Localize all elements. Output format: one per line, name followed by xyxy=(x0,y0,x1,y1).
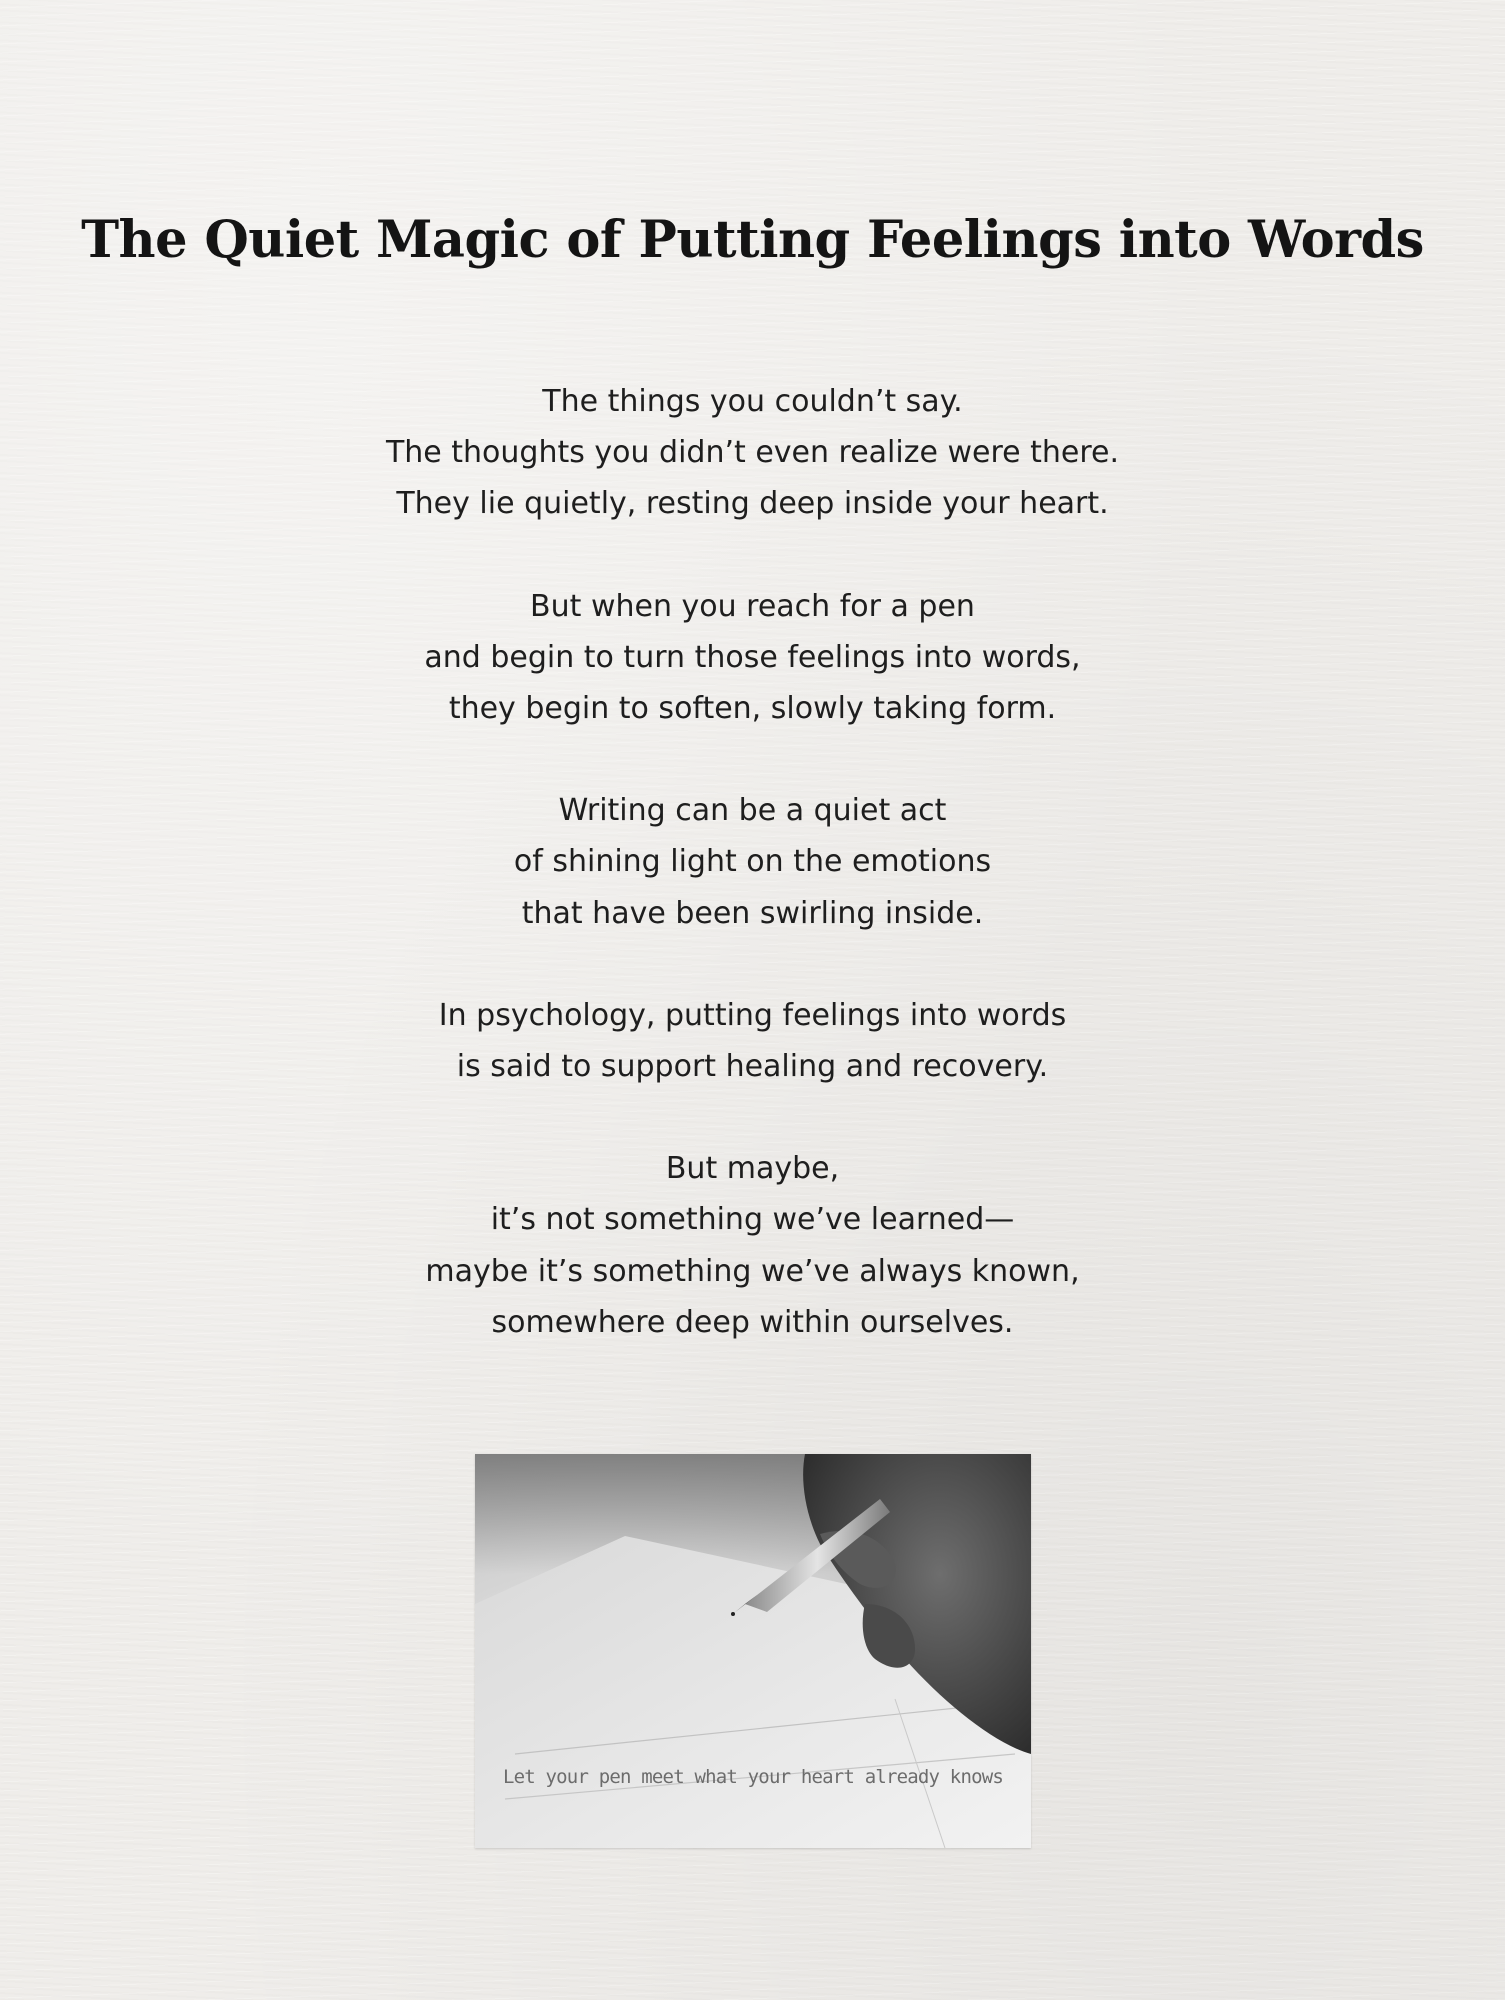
poem-line: is said to support healing and recovery. xyxy=(456,1049,1049,1085)
poem-line: maybe it’s something we’ve always known, xyxy=(425,1253,1080,1289)
stanza xyxy=(0,581,1505,735)
poem-line: somewhere deep within ourselves. xyxy=(491,1304,1014,1340)
poem-line: Writing can be a quiet act xyxy=(558,793,947,829)
poem-line: and begin to turn those feelings into words, xyxy=(424,639,1081,675)
poem-line: of shining light on the emotions xyxy=(513,844,992,880)
poem-line: The things you couldn’t say. xyxy=(542,384,963,419)
writing-photo xyxy=(475,1454,1031,1848)
poem-line: it’s not something we’ve learned— xyxy=(490,1202,1015,1238)
poem-line: But maybe, xyxy=(665,1151,840,1187)
poem-line: In psychology, putting feelings into words xyxy=(438,997,1067,1033)
page-title: The Quiet Magic of Putting Feelings into Words xyxy=(81,210,1424,270)
stanza xyxy=(0,376,1505,530)
stanza xyxy=(0,1143,1505,1348)
photo-caption: Let your pen meet what your heart already knows xyxy=(502,1766,1004,1788)
poem xyxy=(0,376,1505,1399)
poem-line: They lie quietly, resting deep inside your heart. xyxy=(396,486,1109,522)
stanza xyxy=(0,990,1505,1092)
stanza xyxy=(0,785,1505,939)
poem-line: they begin to soften, slowly taking form. xyxy=(448,691,1057,727)
hand-writing-illustration xyxy=(475,1454,1031,1848)
poem-line: The thoughts you didn’t even realize were there. xyxy=(385,435,1120,471)
poem-line: that have been swirling inside. xyxy=(521,895,984,931)
poem-line: But when you reach for a pen xyxy=(530,588,975,624)
